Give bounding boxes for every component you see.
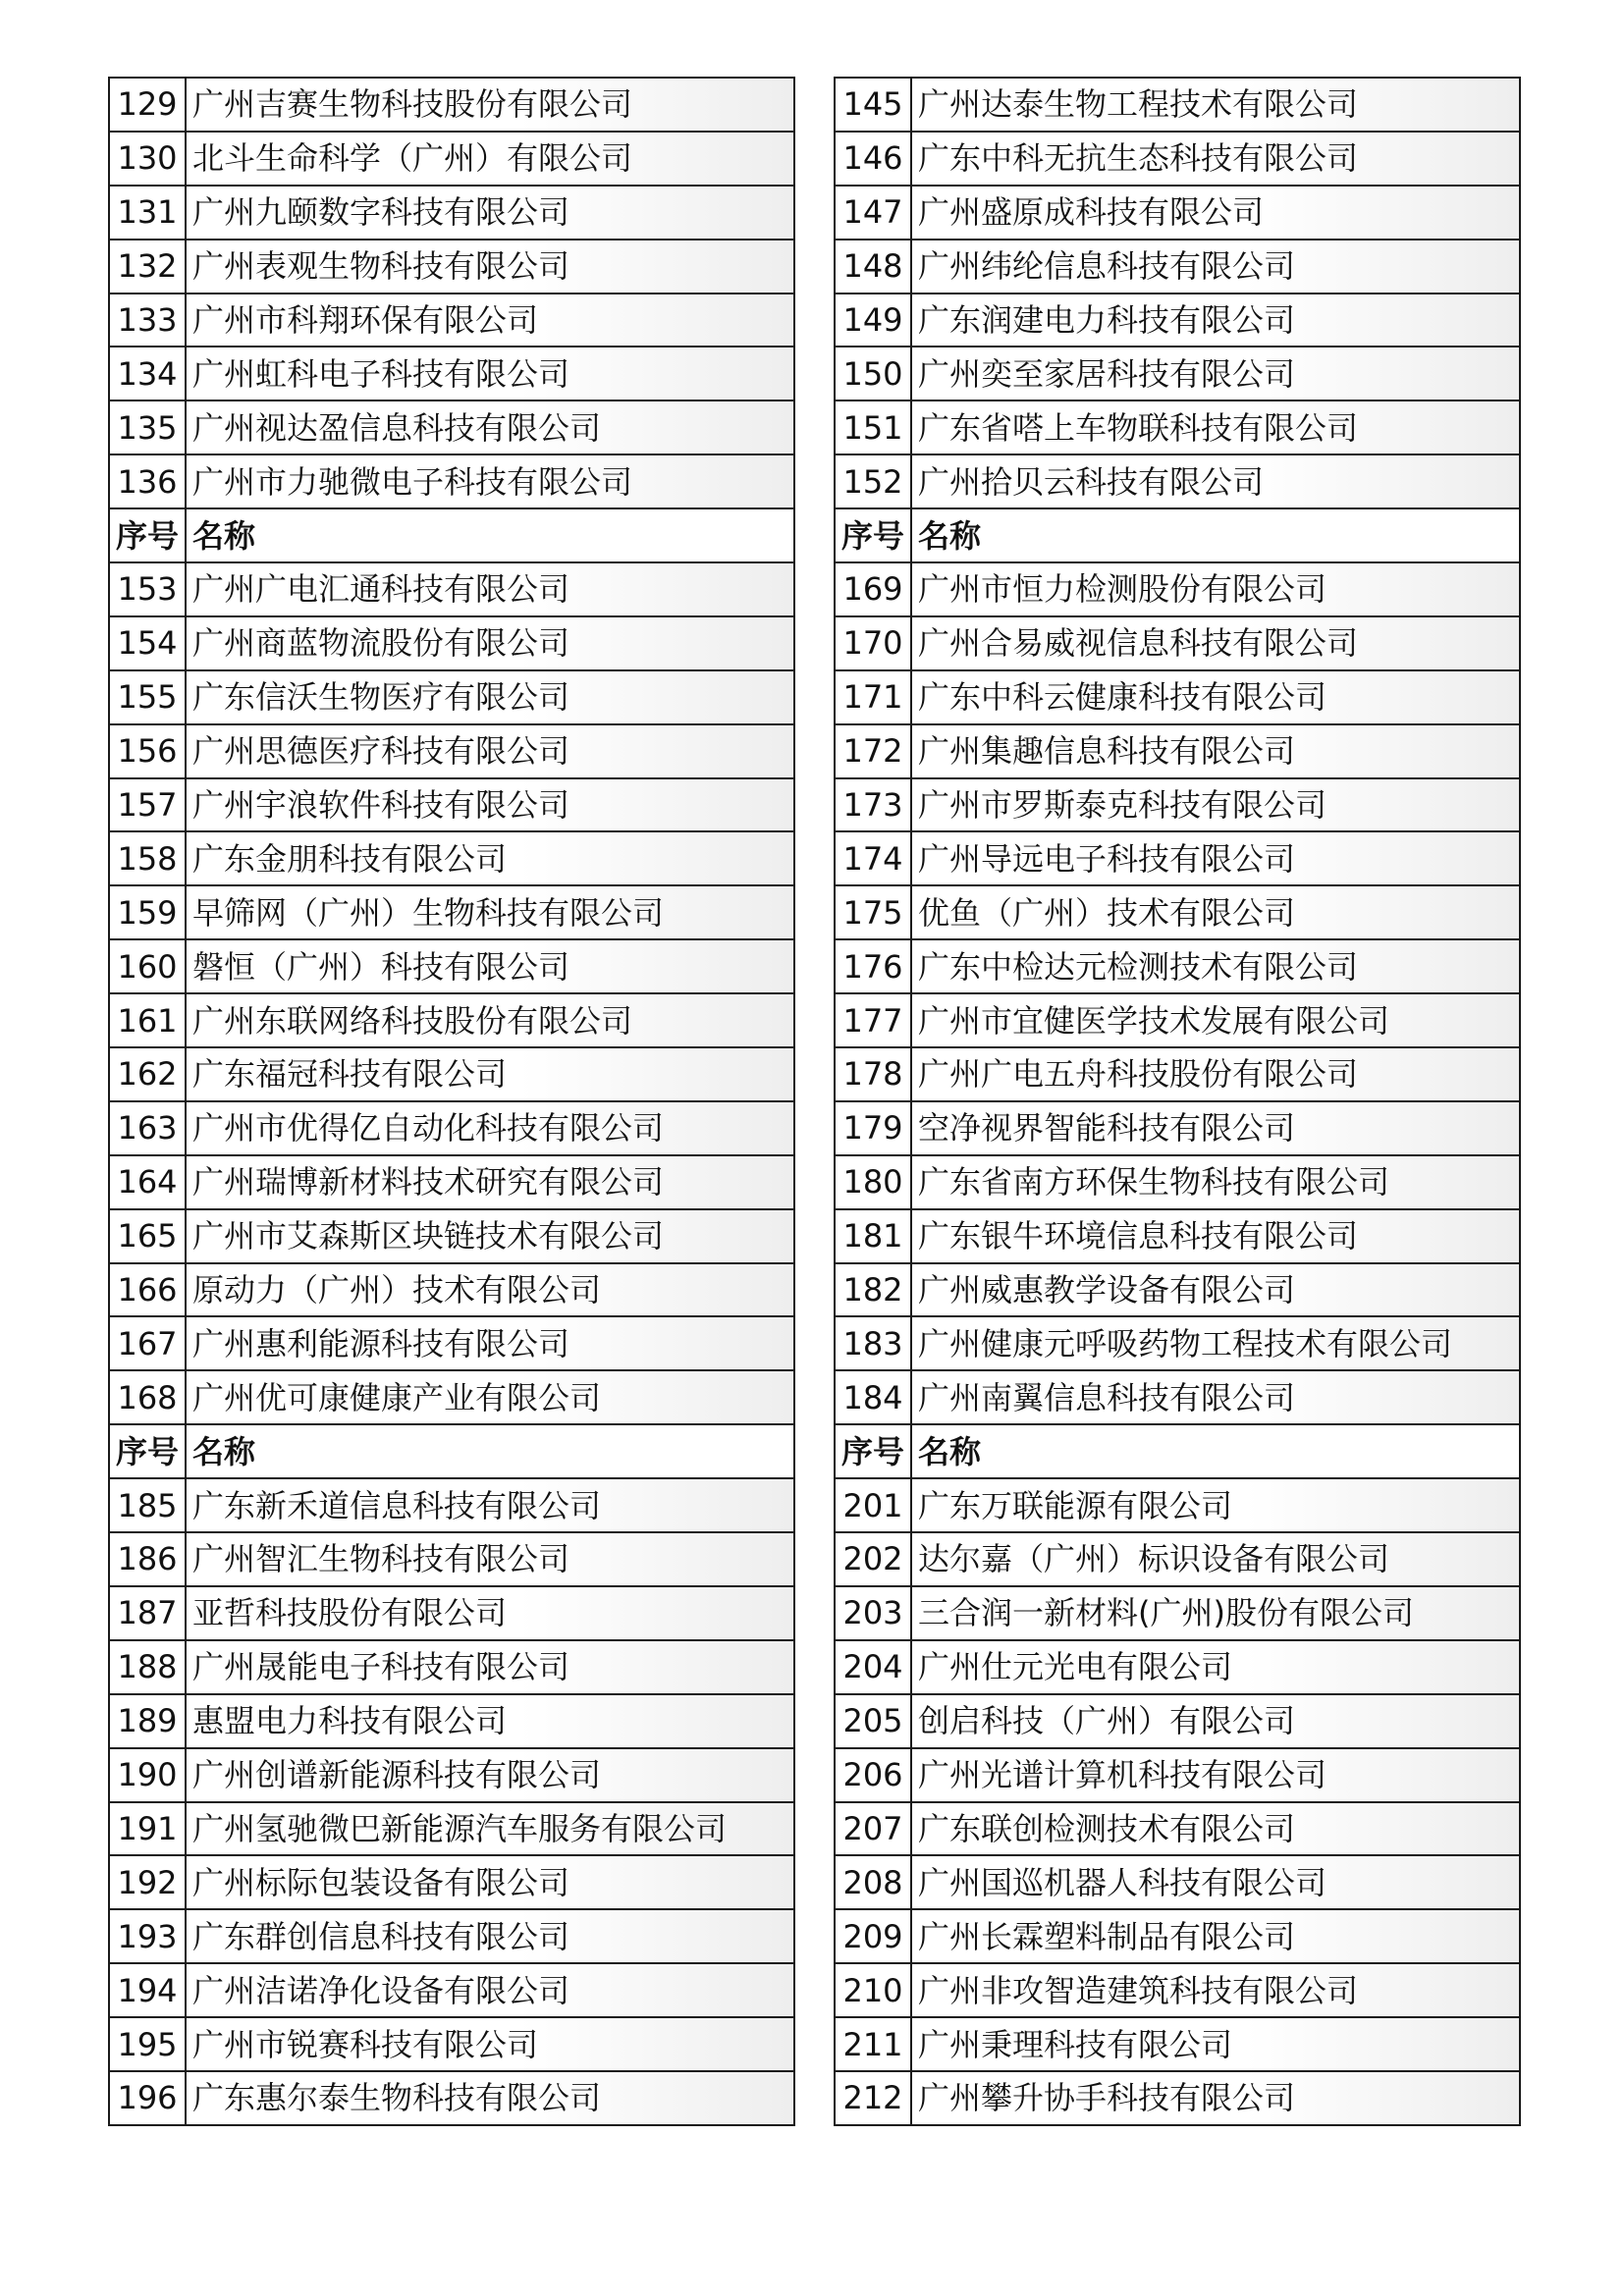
table-row xyxy=(835,993,1520,1047)
row-number: 168 xyxy=(109,1370,186,1424)
company-name: 广东省嗒上车物联科技有限公司 xyxy=(911,400,1520,454)
company-name: 广东福冠科技有限公司 xyxy=(186,1047,794,1101)
header-row xyxy=(835,1424,1520,1478)
table-row xyxy=(109,778,794,832)
row-number: 167 xyxy=(109,1316,186,1370)
table-row xyxy=(835,132,1520,186)
table-row xyxy=(109,1855,794,1909)
row-number: 211 xyxy=(835,2017,911,2071)
table-row xyxy=(109,724,794,778)
company-name: 广州广电五舟科技股份有限公司 xyxy=(911,1047,1520,1101)
company-name: 广州奕至家居科技有限公司 xyxy=(911,347,1520,400)
row-number: 177 xyxy=(835,993,911,1047)
table-row xyxy=(109,1963,794,2017)
row-number: 136 xyxy=(109,454,186,508)
company-name: 广东万联能源有限公司 xyxy=(911,1478,1520,1532)
table-row xyxy=(835,400,1520,454)
table-row xyxy=(835,347,1520,400)
table-row xyxy=(109,1532,794,1586)
company-name: 广州市艾森斯区块链技术有限公司 xyxy=(186,1209,794,1263)
company-name: 广州九颐数字科技有限公司 xyxy=(186,186,794,240)
header-name-label: 名称 xyxy=(911,1424,1520,1478)
row-number: 184 xyxy=(835,1370,911,1424)
company-name: 广州集趣信息科技有限公司 xyxy=(911,724,1520,778)
row-number: 172 xyxy=(835,724,911,778)
table-row xyxy=(109,1263,794,1317)
row-number: 207 xyxy=(835,1802,911,1856)
company-name: 广州达泰生物工程技术有限公司 xyxy=(911,78,1520,132)
table-row xyxy=(109,1909,794,1963)
table-row xyxy=(109,78,794,132)
company-name: 亚哲科技股份有限公司 xyxy=(186,1586,794,1640)
company-name: 广州长霖塑料制品有限公司 xyxy=(911,1909,1520,1963)
header-row xyxy=(109,508,794,562)
table-row xyxy=(835,616,1520,670)
company-name: 三合润一新材料(广州)股份有限公司 xyxy=(911,1586,1520,1640)
table-row xyxy=(835,1532,1520,1586)
company-name: 广州商蓝物流股份有限公司 xyxy=(186,616,794,670)
row-number: 206 xyxy=(835,1748,911,1802)
company-name: 广州市罗斯泰克科技有限公司 xyxy=(911,778,1520,832)
company-name: 广州吉赛生物科技股份有限公司 xyxy=(186,78,794,132)
table-row xyxy=(109,831,794,885)
table-row xyxy=(109,993,794,1047)
company-name: 广州盛原成科技有限公司 xyxy=(911,186,1520,240)
company-name: 广州洁诺净化设备有限公司 xyxy=(186,1963,794,2017)
table-row xyxy=(835,885,1520,939)
row-number: 196 xyxy=(109,2071,186,2125)
table-row xyxy=(835,831,1520,885)
row-number: 171 xyxy=(835,670,911,724)
company-name: 广州表观生物科技有限公司 xyxy=(186,240,794,294)
company-name: 广州导远电子科技有限公司 xyxy=(911,831,1520,885)
row-number: 192 xyxy=(109,1855,186,1909)
row-number: 210 xyxy=(835,1963,911,2017)
table-row xyxy=(835,1855,1520,1909)
company-name: 广州宇浪软件科技有限公司 xyxy=(186,778,794,832)
company-name: 广东新禾道信息科技有限公司 xyxy=(186,1478,794,1532)
table-row xyxy=(835,1802,1520,1856)
company-name: 广州瑞博新材料技术研究有限公司 xyxy=(186,1155,794,1209)
company-name: 原动力（广州）技术有限公司 xyxy=(186,1263,794,1317)
company-name: 广州非攻智造建筑科技有限公司 xyxy=(911,1963,1520,2017)
table-row xyxy=(109,1640,794,1694)
row-number: 181 xyxy=(835,1209,911,1263)
company-name: 空净视界智能科技有限公司 xyxy=(911,1101,1520,1155)
row-number: 147 xyxy=(835,186,911,240)
row-number: 161 xyxy=(109,993,186,1047)
company-name: 广东信沃生物医疗有限公司 xyxy=(186,670,794,724)
row-number: 190 xyxy=(109,1748,186,1802)
row-number: 133 xyxy=(109,294,186,347)
row-number: 191 xyxy=(109,1802,186,1856)
row-number: 159 xyxy=(109,885,186,939)
row-number: 188 xyxy=(109,1640,186,1694)
company-name: 广州合易威视信息科技有限公司 xyxy=(911,616,1520,670)
table-row xyxy=(109,1047,794,1101)
table-row xyxy=(835,1640,1520,1694)
table-row xyxy=(109,885,794,939)
row-number: 178 xyxy=(835,1047,911,1101)
company-name: 广东银牛环境信息科技有限公司 xyxy=(911,1209,1520,1263)
table-row xyxy=(109,1155,794,1209)
table-row xyxy=(109,454,794,508)
table-row xyxy=(835,562,1520,616)
table-row xyxy=(109,347,794,400)
row-number: 183 xyxy=(835,1316,911,1370)
row-number: 153 xyxy=(109,562,186,616)
company-name: 广州南翼信息科技有限公司 xyxy=(911,1370,1520,1424)
company-name: 广州秉理科技有限公司 xyxy=(911,2017,1520,2071)
row-number: 149 xyxy=(835,294,911,347)
row-number: 174 xyxy=(835,831,911,885)
company-name: 广州市宜健医学技术发展有限公司 xyxy=(911,993,1520,1047)
table-row xyxy=(109,132,794,186)
row-number: 135 xyxy=(109,400,186,454)
table-row xyxy=(835,454,1520,508)
row-number: 158 xyxy=(109,831,186,885)
table-row xyxy=(109,616,794,670)
row-number: 180 xyxy=(835,1155,911,1209)
row-number: 208 xyxy=(835,1855,911,1909)
table-row xyxy=(109,294,794,347)
table-row xyxy=(835,724,1520,778)
table-row xyxy=(835,1316,1520,1370)
company-name: 广州市锐赛科技有限公司 xyxy=(186,2017,794,2071)
company-name: 广州东联网络科技股份有限公司 xyxy=(186,993,794,1047)
row-number: 182 xyxy=(835,1263,911,1317)
header-name-label: 名称 xyxy=(911,508,1520,562)
table-row xyxy=(835,1586,1520,1640)
row-number: 176 xyxy=(835,939,911,993)
table-row xyxy=(109,1370,794,1424)
table-row xyxy=(835,1748,1520,1802)
row-number: 165 xyxy=(109,1209,186,1263)
row-number: 195 xyxy=(109,2017,186,2071)
company-name: 广东联创检测技术有限公司 xyxy=(911,1802,1520,1856)
row-number: 145 xyxy=(835,78,911,132)
table-row xyxy=(109,1316,794,1370)
company-name: 广州健康元呼吸药物工程技术有限公司 xyxy=(911,1316,1520,1370)
company-name: 广东中科无抗生态科技有限公司 xyxy=(911,132,1520,186)
company-name: 广州仕元光电有限公司 xyxy=(911,1640,1520,1694)
table-row xyxy=(835,2017,1520,2071)
table-row xyxy=(109,562,794,616)
table-row xyxy=(835,78,1520,132)
company-name: 广州思德医疗科技有限公司 xyxy=(186,724,794,778)
table-row xyxy=(109,1694,794,1748)
row-number: 152 xyxy=(835,454,911,508)
table-row xyxy=(109,2017,794,2071)
table-row xyxy=(109,670,794,724)
company-name: 广州视达盈信息科技有限公司 xyxy=(186,400,794,454)
row-number: 131 xyxy=(109,186,186,240)
header-row xyxy=(109,1424,794,1478)
company-name: 广州国巡机器人科技有限公司 xyxy=(911,1855,1520,1909)
table-row xyxy=(835,1909,1520,1963)
company-name: 广州优可康健康产业有限公司 xyxy=(186,1370,794,1424)
table-row xyxy=(109,939,794,993)
row-number: 175 xyxy=(835,885,911,939)
row-number: 129 xyxy=(109,78,186,132)
company-name: 广州市优得亿自动化科技有限公司 xyxy=(186,1101,794,1155)
row-number: 169 xyxy=(835,562,911,616)
row-number: 189 xyxy=(109,1694,186,1748)
row-number: 151 xyxy=(835,400,911,454)
row-number: 205 xyxy=(835,1694,911,1748)
company-name: 广州市力驰微电子科技有限公司 xyxy=(186,454,794,508)
company-name: 广州光谱计算机科技有限公司 xyxy=(911,1748,1520,1802)
company-name: 广州虹科电子科技有限公司 xyxy=(186,347,794,400)
row-number: 201 xyxy=(835,1478,911,1532)
row-number: 148 xyxy=(835,240,911,294)
company-name: 创启科技（广州）有限公司 xyxy=(911,1694,1520,1748)
row-number: 156 xyxy=(109,724,186,778)
company-name: 广州惠利能源科技有限公司 xyxy=(186,1316,794,1370)
header-name-label: 名称 xyxy=(186,508,794,562)
table-row xyxy=(835,186,1520,240)
row-number: 204 xyxy=(835,1640,911,1694)
row-number: 134 xyxy=(109,347,186,400)
table-row xyxy=(109,240,794,294)
row-number: 155 xyxy=(109,670,186,724)
row-number: 170 xyxy=(835,616,911,670)
table-row xyxy=(109,1101,794,1155)
company-name: 优鱼（广州）技术有限公司 xyxy=(911,885,1520,939)
company-name: 广东中检达元检测技术有限公司 xyxy=(911,939,1520,993)
header-name-label: 名称 xyxy=(186,1424,794,1478)
company-name: 广州市恒力检测股份有限公司 xyxy=(911,562,1520,616)
row-number: 186 xyxy=(109,1532,186,1586)
row-number: 150 xyxy=(835,347,911,400)
table-row xyxy=(835,778,1520,832)
table-row xyxy=(835,294,1520,347)
table-row xyxy=(109,186,794,240)
table-row xyxy=(109,1478,794,1532)
row-number: 202 xyxy=(835,1532,911,1586)
table-row xyxy=(835,1963,1520,2017)
company-name: 广东群创信息科技有限公司 xyxy=(186,1909,794,1963)
table-row xyxy=(835,1047,1520,1101)
table-row xyxy=(835,1478,1520,1532)
row-number: 163 xyxy=(109,1101,186,1155)
header-number-label: 序号 xyxy=(109,1424,186,1478)
table-row xyxy=(109,2071,794,2125)
row-number: 157 xyxy=(109,778,186,832)
row-number: 166 xyxy=(109,1263,186,1317)
row-number: 187 xyxy=(109,1586,186,1640)
table-row xyxy=(835,240,1520,294)
table-row xyxy=(109,1209,794,1263)
header-number-label: 序号 xyxy=(835,508,911,562)
row-number: 160 xyxy=(109,939,186,993)
company-name: 广州威惠教学设备有限公司 xyxy=(911,1263,1520,1317)
table-row xyxy=(109,1748,794,1802)
company-name: 广州广电汇通科技有限公司 xyxy=(186,562,794,616)
table-row xyxy=(109,400,794,454)
header-number-label: 序号 xyxy=(109,508,186,562)
row-number: 203 xyxy=(835,1586,911,1640)
company-name: 早筛网（广州）生物科技有限公司 xyxy=(186,885,794,939)
company-name: 磐恒（广州）科技有限公司 xyxy=(186,939,794,993)
row-number: 212 xyxy=(835,2071,911,2125)
company-name: 广州晟能电子科技有限公司 xyxy=(186,1640,794,1694)
table-row xyxy=(835,1101,1520,1155)
table-row xyxy=(835,1370,1520,1424)
company-list-left-column xyxy=(108,77,795,2126)
company-name: 广东金朋科技有限公司 xyxy=(186,831,794,885)
table-row xyxy=(835,670,1520,724)
row-number: 179 xyxy=(835,1101,911,1155)
company-name: 广东润建电力科技有限公司 xyxy=(911,294,1520,347)
company-name: 达尔嘉（广州）标识设备有限公司 xyxy=(911,1532,1520,1586)
table-row xyxy=(109,1802,794,1856)
company-name: 广州标际包装设备有限公司 xyxy=(186,1855,794,1909)
table-row xyxy=(835,1694,1520,1748)
row-number: 162 xyxy=(109,1047,186,1101)
company-name: 广州智汇生物科技有限公司 xyxy=(186,1532,794,1586)
table-row xyxy=(835,939,1520,993)
row-number: 130 xyxy=(109,132,186,186)
company-name: 广州拾贝云科技有限公司 xyxy=(911,454,1520,508)
table-row xyxy=(835,1263,1520,1317)
table-row xyxy=(835,2071,1520,2125)
table-row xyxy=(835,1209,1520,1263)
table-row xyxy=(109,1586,794,1640)
company-name: 广州氢驰微巴新能源汽车服务有限公司 xyxy=(186,1802,794,1856)
row-number: 185 xyxy=(109,1478,186,1532)
company-name: 广州创谱新能源科技有限公司 xyxy=(186,1748,794,1802)
company-name: 广州市科翔环保有限公司 xyxy=(186,294,794,347)
row-number: 193 xyxy=(109,1909,186,1963)
row-number: 209 xyxy=(835,1909,911,1963)
company-list-right-column xyxy=(834,77,1521,2126)
company-name: 广东中科云健康科技有限公司 xyxy=(911,670,1520,724)
row-number: 164 xyxy=(109,1155,186,1209)
row-number: 154 xyxy=(109,616,186,670)
company-name: 广州攀升协手科技有限公司 xyxy=(911,2071,1520,2125)
row-number: 146 xyxy=(835,132,911,186)
row-number: 132 xyxy=(109,240,186,294)
header-row xyxy=(835,508,1520,562)
company-name: 北斗生命科学（广州）有限公司 xyxy=(186,132,794,186)
company-name: 广东惠尔泰生物科技有限公司 xyxy=(186,2071,794,2125)
row-number: 173 xyxy=(835,778,911,832)
company-name: 惠盟电力科技有限公司 xyxy=(186,1694,794,1748)
header-number-label: 序号 xyxy=(835,1424,911,1478)
table-row xyxy=(835,1155,1520,1209)
company-name: 广州纬纶信息科技有限公司 xyxy=(911,240,1520,294)
company-name: 广东省南方环保生物科技有限公司 xyxy=(911,1155,1520,1209)
row-number: 194 xyxy=(109,1963,186,2017)
